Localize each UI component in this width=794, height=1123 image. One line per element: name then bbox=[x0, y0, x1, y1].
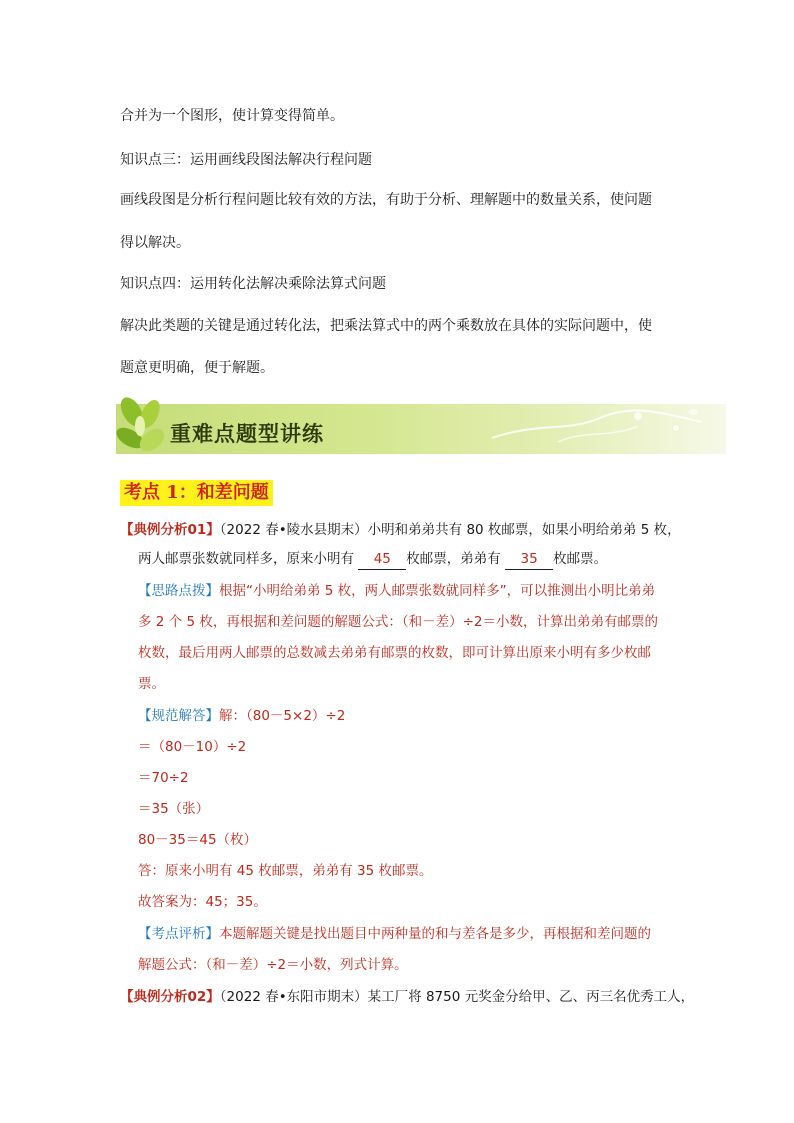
hint-text: 票。 bbox=[138, 676, 165, 692]
banner-title: 重难点题型讲练 bbox=[170, 422, 324, 446]
review-text: 解题公式：（和－差）÷2＝小数，列式计算。 bbox=[138, 957, 408, 973]
example-1-question: 两人邮票张数就同样多，原来小明有 bbox=[138, 551, 359, 567]
solution-step: 解：（80－5×2）÷2 bbox=[219, 708, 346, 724]
solution-tag: 【规范解答】 bbox=[138, 708, 219, 724]
flourish-decoration bbox=[488, 398, 708, 450]
example-1-tag: 【典例分析01】 bbox=[120, 522, 220, 538]
example-1-question: 枚邮票。 bbox=[553, 551, 608, 567]
hint-line bbox=[138, 581, 655, 601]
example-1-line bbox=[138, 549, 607, 570]
review-line bbox=[138, 924, 651, 944]
solution-answer: 答：原来小明有 45 枚邮票，弟弟有 35 枚邮票。 bbox=[138, 863, 433, 879]
section-banner bbox=[116, 392, 726, 462]
answer-blank-2: 35 bbox=[505, 549, 553, 570]
knowledge-text: 得以解决。 bbox=[120, 235, 190, 251]
knowledge-text: 合并为一个图形，使计算变得简单。 bbox=[120, 108, 344, 124]
example-2-tag: 【典例分析02】 bbox=[120, 989, 220, 1005]
hint-text: 枚数，最后用两人邮票的总数减去弟弟有邮票的枚数，即可计算出原来小明有多少枚邮 bbox=[138, 645, 651, 661]
knowledge-text: 解决此类题的关键是通过转化法，把乘法算式中的两个乘数放在具体的实际问题中，使 bbox=[120, 318, 652, 334]
knowledge-heading-3: 知识点三：运用画线段图法解决行程问题 bbox=[120, 152, 372, 168]
knowledge-text: 题意更明确，便于解题。 bbox=[120, 360, 274, 376]
solution-step: 80－35＝45（枚） bbox=[138, 832, 258, 848]
example-1-line bbox=[120, 520, 681, 540]
review-text: 本题解题关键是找出题目中两种量的和与差各是多少，再根据和差问题的 bbox=[219, 926, 651, 942]
hint-tag: 【思路点拨】 bbox=[138, 583, 219, 599]
kaodian-heading: 考点 1：和差问题 bbox=[120, 480, 273, 506]
answer-blank-1: 45 bbox=[358, 549, 406, 570]
solution-step: ＝（80－10）÷2 bbox=[138, 739, 247, 755]
example-1-question: （2022 春•陵水县期末）小明和弟弟共有 80 枚邮票，如果小明给弟弟 5 枚， bbox=[219, 522, 681, 538]
knowledge-text: 画线段图是分析行程问题比较有效的方法，有助于分析、理解题中的数量关系，使问题 bbox=[120, 192, 652, 208]
hint-text: 根据“小明给弟弟 5 枚，两人邮票张数就同样多”，可以推测出小明比弟弟 bbox=[219, 583, 656, 599]
solution-step: ＝35（张） bbox=[138, 801, 210, 817]
example-2-question: （2022 春•东阳市期末）某工厂将 8750 元奖金分给甲、乙、丙三名优秀工人， bbox=[219, 989, 695, 1005]
solution-step: ＝70÷2 bbox=[138, 770, 189, 786]
solution-line bbox=[138, 706, 345, 726]
knowledge-heading-4: 知识点四：运用转化法解决乘除法算式问题 bbox=[120, 276, 386, 292]
example-1-question: 枚邮票，弟弟有 bbox=[406, 551, 506, 567]
solution-final: 故答案为：45；35。 bbox=[138, 894, 267, 910]
review-tag: 【考点评析】 bbox=[138, 926, 219, 942]
leaf-icon bbox=[116, 392, 172, 462]
example-2-line bbox=[120, 987, 694, 1007]
hint-text: 多 2 个 5 枚，再根据和差问题的解题公式：（和－差）÷2＝小数，计算出弟弟有邮票的 bbox=[138, 614, 658, 630]
